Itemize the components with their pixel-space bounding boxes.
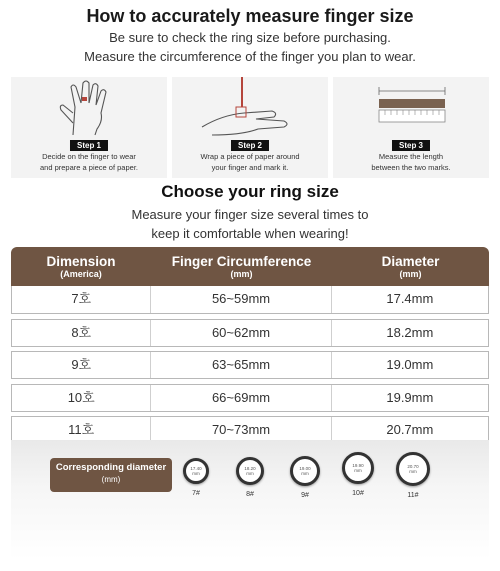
circumference-cell: 70~73mm	[151, 417, 331, 443]
ring-11	[396, 452, 430, 499]
ring-icon: 19.90 mm	[342, 452, 374, 484]
step-3-panel	[333, 77, 489, 178]
step-1-badge: Step 1	[70, 140, 108, 151]
ring-size-table	[11, 247, 489, 444]
ring-9	[290, 456, 320, 499]
ring-label: 10#	[352, 490, 364, 497]
size-cell: 8호	[12, 320, 151, 346]
step-1-description: Decide on the finger to wear and prepare a piece of paper.	[40, 152, 138, 172]
diameter-cell: 20.7mm	[386, 422, 434, 438]
ring-7	[183, 458, 209, 497]
column-header-circumference: Finger Circumference (mm)	[171, 254, 312, 279]
diameter-cell: 19.0mm	[386, 357, 434, 373]
diameter-cell: 17.4mm	[386, 291, 434, 306]
choose-size-line-1: Measure your finger size several times to	[131, 207, 369, 222]
column-header-diameter: Diameter (mm)	[381, 254, 440, 279]
circumference-cell: 63~65mm	[151, 352, 331, 378]
ring-label: 11#	[407, 492, 419, 499]
table-header	[11, 247, 489, 286]
ring-label: 7#	[192, 490, 200, 497]
size-cell: 11호	[12, 417, 151, 443]
step-3-description: Measure the length between the two marks.	[371, 152, 451, 172]
page-title: How to accurately measure finger size	[86, 6, 414, 26]
choose-size-heading: Choose your ring size	[161, 182, 339, 201]
ring-10	[342, 452, 374, 497]
ring-label: 8#	[246, 491, 254, 498]
hand-wrap-icon	[172, 77, 328, 139]
corresponding-diameter-label: Corresponding diameter (mm)	[50, 458, 172, 492]
table-row	[11, 384, 489, 412]
hand-icon	[11, 77, 167, 139]
subtitle-line-2: Measure the circumference of the finger you plan to wear.	[84, 49, 416, 64]
choose-size-line-2: keep it comfortable when wearing!	[151, 226, 349, 241]
step-3-badge: Step 3	[392, 140, 430, 151]
ring-icon: 17.40 mm	[183, 458, 209, 484]
circumference-cell: 66~69mm	[151, 385, 331, 411]
step-2-panel	[172, 77, 328, 178]
ring-icon: 18.20 mm	[236, 457, 264, 485]
ring-8	[236, 457, 264, 498]
diameter-cell: 19.9mm	[386, 389, 434, 405]
size-cell: 7호	[12, 286, 151, 313]
circumference-cell: 60~62mm	[151, 320, 331, 346]
table-row	[11, 286, 489, 314]
step-2-badge: Step 2	[231, 140, 269, 151]
size-cell: 9호	[12, 352, 151, 378]
step-2-description: Wrap a piece of paper around your finger and mark it.	[200, 152, 300, 172]
step-1-panel	[11, 77, 167, 178]
ring-icon: 19.00 mm	[290, 456, 320, 486]
ring-icon: 20.70 mm	[396, 452, 430, 486]
ring-label: 9#	[301, 492, 309, 499]
circumference-cell: 56~59mm	[151, 286, 331, 313]
subtitle-line-1: Be sure to check the ring size before purchasing.	[109, 30, 391, 45]
table-row	[11, 351, 489, 379]
diameter-cell: 18.2mm	[386, 324, 434, 340]
column-header-dimension: Dimension (America)	[46, 254, 116, 279]
table-row	[11, 319, 489, 347]
ruler-icon	[333, 77, 489, 139]
size-cell: 10호	[12, 385, 151, 411]
